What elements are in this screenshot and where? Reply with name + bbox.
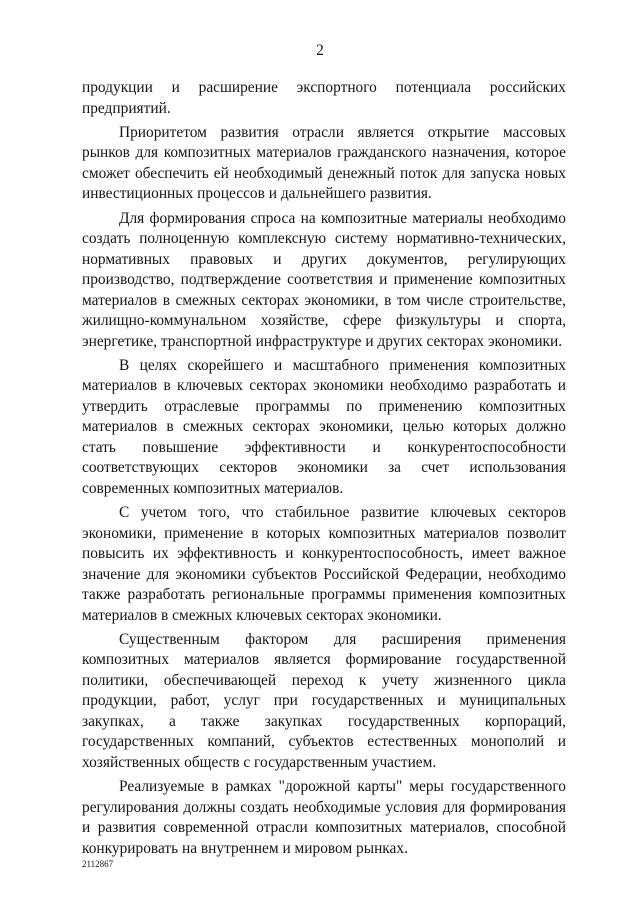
paragraph-roadmap-measures: Реализуемые в рамках "дорожной карты" меры государственного регулирования должны создать необходимые условия для формирования и развития современной отрасли композитных материалов, способной конкурировать на внутреннем и мировом рынках. xyxy=(82,778,566,857)
paragraph-continuation: продукции и расширение экспортного потенциала российских предприятий. xyxy=(82,79,566,117)
paragraph-demand-regulation: Для формирования спроса на композитные материалы необходимо создать полноценную комплексную систему нормативно-технических, нормативных правовых и других документов, регулирующих производство, подтверждение соответствия и применение композитных материалов в смежных секторах экономики, в том числе строительстве, жилищно-коммунальном хозяйстве, сфере физкультуры и спорта, энергетике, транспортной инфраструктуре и других секторах экономики. xyxy=(82,209,566,350)
document-code: 2112867 xyxy=(82,859,114,869)
document-body xyxy=(82,78,566,863)
page-number: 2 xyxy=(316,42,324,59)
paragraph-sector-programs: В целях скорейшего и масштабного применения композитных материалов в ключевых секторах экономики необходимо разработать и утвердить отраслевые программы по применению композитных материалов в смежных секторах экономики, целью которых должно стать повышение эффективности и конкурентоспособности соответствующих секторов экономики за счет использования современных композитных материалов. xyxy=(82,356,566,497)
paragraph-regional-programs: С учетом того, что стабильное развитие ключевых секторов экономики, применение в которых композитных материалов позволит повысить их эффективность и конкурентоспособность, имеет важное значение для экономики субъектов Российской Федерации, необходимо также разработать региональные программы применения композитных материалов в смежных ключевых секторах экономики. xyxy=(82,504,566,624)
paragraph-state-policy: Существенным фактором для расширения применения композитных материалов является формирование государственной политики, обеспечивающей переход к учету жизненного цикла продукции, работ, услуг при государственных и муниципальных закупках, а также закупках государственных корпораций, государственных компаний, субъектов естественных монополий и хозяйственных обществ с государственным участием. xyxy=(82,630,566,771)
paragraph-priority-markets: Приоритетом развития отрасли является открытие массовых рынков для композитных материалов гражданского назначения, которое сможет обеспечить ей необходимый денежный поток для запуска новых инвестиционных процессов и дальнейшего развития. xyxy=(82,123,566,203)
